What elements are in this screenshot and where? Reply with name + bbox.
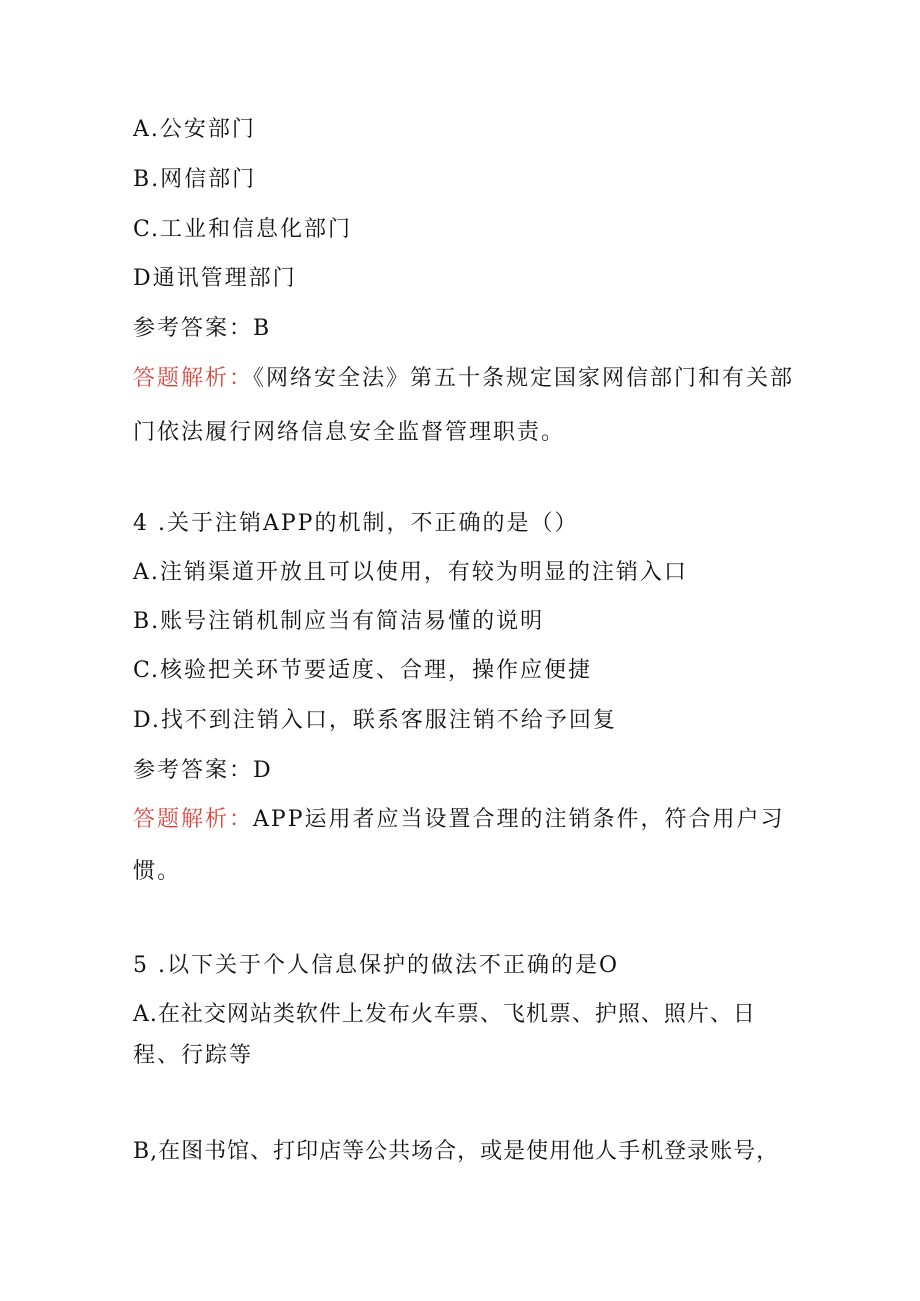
q3-option-d: D通讯管理部门 xyxy=(133,266,297,291)
q4-analysis-label: 答题解析： xyxy=(133,807,254,832)
q3-analysis-text-line2: 门依法履行网络信息安全监督管理职责。 xyxy=(133,420,566,445)
q4-question: 4 .关于注销APP的机制，不正确的是（） xyxy=(133,511,579,536)
q5-option-a-line2: 程、行踪等 xyxy=(133,1043,254,1068)
q3-analysis-label: 答题解析： xyxy=(133,366,254,391)
q4-option-c: C.核验把关环节要适度、合理，操作应便捷 xyxy=(133,658,593,683)
q5-question: 5 .以下关于个人信息保护的做法不正确的是O xyxy=(133,953,620,978)
q3-option-b: B.网信部门 xyxy=(133,167,257,192)
q4-option-d: D.找不到注销入口，联系客服注销不给予回复 xyxy=(133,708,617,733)
q4-analysis-text-line2: 惯。 xyxy=(133,859,182,884)
q3-analysis-text-line1: 《网络安全法》第五十条规定国家网信部门和有关部 xyxy=(253,366,795,391)
q4-analysis xyxy=(133,805,785,835)
q3-option-a: A.公安部门 xyxy=(133,117,256,142)
q5-option-a-line1: A.在社交网站类软件上发布火车票、飞机票、护照、照片、日 xyxy=(133,1002,756,1027)
q5-option-b-line1: B,在图书馆、打印店等公共场合，或是使用他人手机登录账号， xyxy=(133,1139,780,1164)
q3-answer: 参考答案：B xyxy=(133,316,272,341)
q4-analysis-text-line1: APP运用者应当设置合理的注销条件，符合用户习 xyxy=(253,807,785,832)
q4-option-b: B.账号注销机制应当有简洁易懂的说明 xyxy=(133,609,545,634)
q3-analysis xyxy=(133,364,794,394)
q3-option-c: C.工业和信息化部门 xyxy=(133,217,353,242)
q4-answer: 参考答案：D xyxy=(133,758,273,783)
q4-option-a: A.注销渠道开放且可以使用，有较为明显的注销入口 xyxy=(133,560,688,585)
